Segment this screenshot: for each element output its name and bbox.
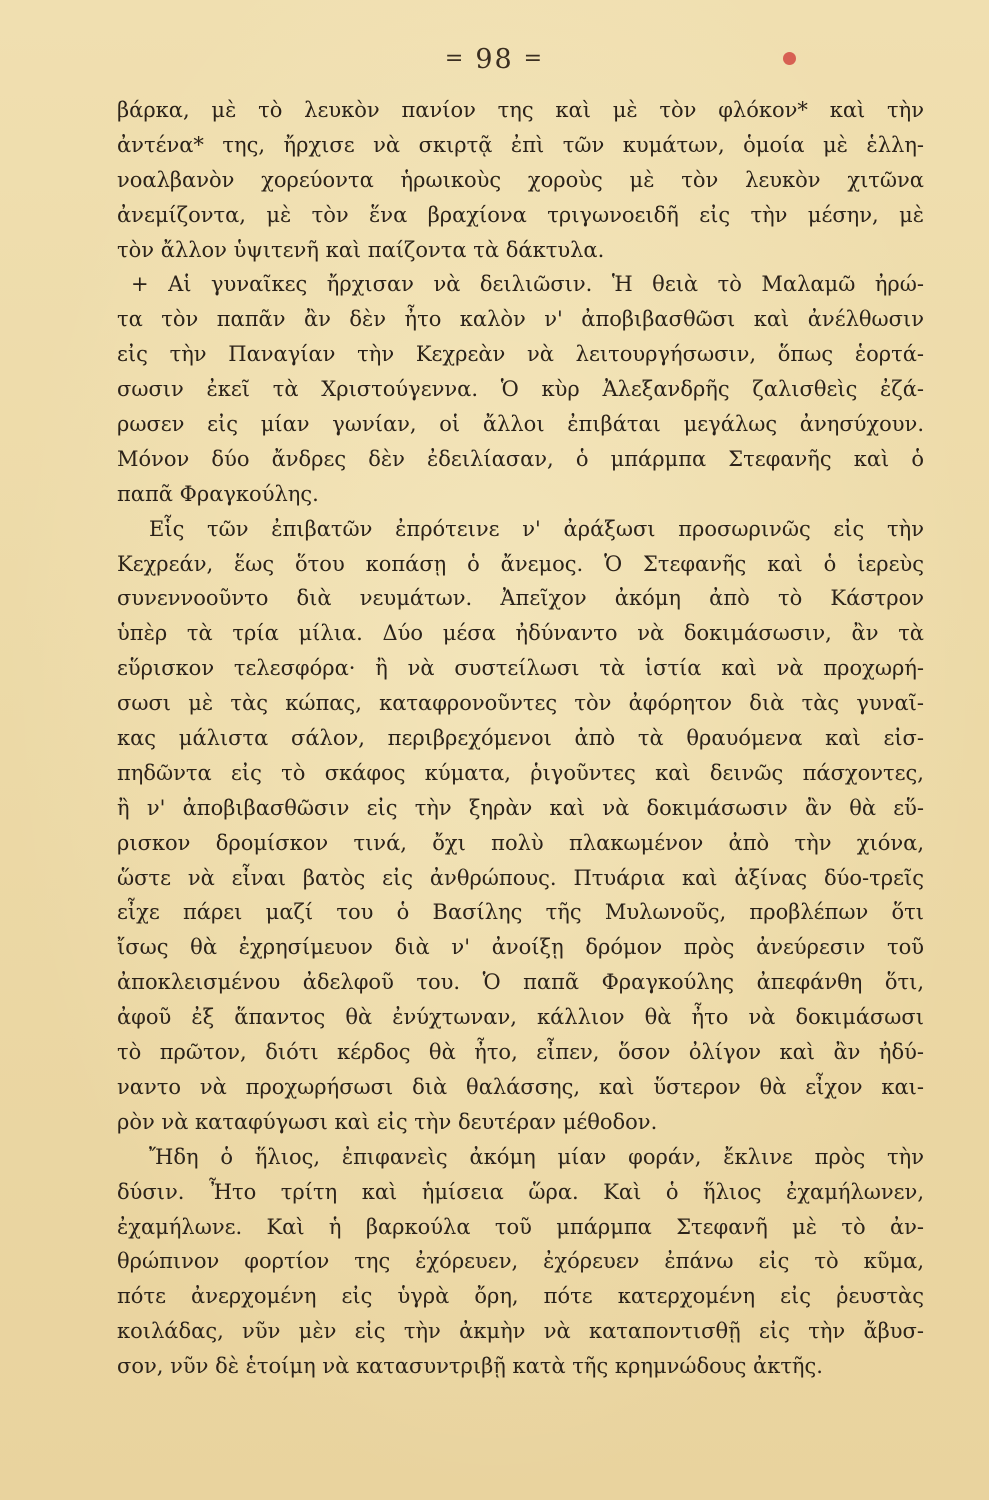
- text-line: τα τὸν παπᾶν ἂν δὲν ἦτο καλὸν ν' ἀποβιβασθῶσι καὶ ἀνέλθωσιν: [117, 307, 924, 332]
- text-line: ναντο νὰ προχωρήσωσι διὰ θαλάσσης, καὶ ὕστερον θὰ εἶχον και-: [117, 1074, 924, 1099]
- text-line: Ἤδη ὁ ἥλιος, ἐπιφανεὶς ἀκόμη μίαν φοράν, ἔκλινε πρὸς τὴν: [149, 1144, 924, 1169]
- text-line: τὸ πρῶτον, διότι κέρδος θὰ ἦτο, εἶπεν, ὅσον ὀλίγον καὶ ἂν ἠδύ-: [117, 1040, 924, 1065]
- page-number-dash-right: =: [523, 46, 545, 71]
- page-number-dash-left: =: [444, 46, 466, 71]
- text-line: ἴσως θὰ ἐχρησίμευον διὰ ν' ἀνοίξῃ δρόμον πρὸς ἀνεύρεσιν τοῦ: [117, 935, 924, 960]
- text-line: σωσι μὲ τὰς κώπας, καταφρονοῦντες τὸν ἀφόρητον διὰ τὰς γυναῖ-: [117, 691, 924, 716]
- text-line: ὥστε νὰ εἶναι βατὸς εἰς ἀνθρώπους. Πτυάρια καὶ ἀξίνας δύο-τρεῖς: [117, 865, 924, 890]
- text-line: νοαλβανὸν χορεύοντα ἡρωικοὺς χοροὺς μὲ τὸν λευκὸν χιτῶνα: [117, 167, 924, 192]
- text-line: ρωσεν εἰς μίαν γωνίαν, οἱ ἄλλοι ἐπιβάται μεγάλως ἀνησύχουν.: [117, 412, 924, 437]
- page-number-value: 98: [475, 44, 514, 75]
- text-line: παπᾶ Φραγκούλης.: [117, 481, 319, 506]
- text-line: θρώπινον φορτίον της ἐχόρευεν, ἐχόρευεν ἐπάνω εἰς τὸ κῦμα,: [117, 1249, 924, 1274]
- text-line: ρὸν νὰ καταφύγωσι καὶ εἰς τὴν δευτέραν μέθοδον.: [117, 1109, 658, 1134]
- text-line: ἀφοῦ ἐξ ἅπαντος θὰ ἐνύχτωναν, κάλλιον θὰ ἦτο νὰ δοκιμάσωσι: [117, 1005, 924, 1030]
- text-line: κας μάλιστα σάλον, περιβρεχόμενοι ἀπὸ τὰ θραυόμενα καὶ εἰσ-: [117, 726, 924, 751]
- text-line: εἶχε πάρει μαζί του ὁ Βασίλης τῆς Μυλωνοῦς, προβλέπων ὅτι: [117, 900, 924, 925]
- text-line: τὸν ἄλλον ὑψιτενῆ καὶ παίζοντα τὰ δάκτυλα.: [117, 237, 605, 262]
- text-line: ὑπὲρ τὰ τρία μίλια. Δύο μέσα ἠδύναντο νὰ δοκιμάσωσιν, ἂν τὰ: [117, 621, 924, 646]
- body-text: [117, 93, 924, 1384]
- text-line: δύσιν. Ἦτο τρίτη καὶ ἡμίσεια ὥρα. Καὶ ὁ ἥλιος ἐχαμήλωνεν,: [117, 1179, 924, 1204]
- text-line: σωσιν ἐκεῖ τὰ Χριστούγεννα. Ὁ κὺρ Ἀλεξανδρῆς ζαλισθεὶς ἐζά-: [117, 377, 924, 402]
- text-line: συνεννοοῦντο διὰ νευμάτων. Ἀπεῖχον ἀκόμη ἀπὸ τὸ Κάστρον: [117, 586, 924, 611]
- text-line: βάρκα, μὲ τὸ λευκὸν πανίον της καὶ μὲ τὸν φλόκον* καὶ τὴν: [117, 98, 924, 122]
- text-line: πότε ἀνερχομένη εἰς ὑγρὰ ὄρη, πότε κατερχομένη εἰς ῥευστὰς: [117, 1284, 924, 1309]
- text-line: ἢ ν' ἀποβιβασθῶσιν εἰς τὴν ξηρὰν καὶ νὰ δοκιμάσωσιν ἂν θὰ εὕ-: [117, 795, 924, 820]
- text-line: Εἷς τῶν ἐπιβατῶν ἐπρότεινε ν' ἀράξωσι προσωρινῶς εἰς τὴν: [149, 516, 924, 541]
- text-line: ἀνεμίζοντα, μὲ τὸν ἕνα βραχίονα τριγωνοειδῆ εἰς τὴν μέσην, μὲ: [117, 202, 924, 227]
- page-number: [0, 44, 989, 75]
- text-line: εἰς τὴν Παναγίαν τὴν Κεχρεὰν νὰ λειτουργήσωσιν, ὅπως ἑορτά-: [117, 342, 924, 367]
- text-line: Κεχρεάν, ἕως ὅτου κοπάσῃ ὁ ἄνεμος. Ὁ Στεφανῆς καὶ ὁ ἱερεὺς: [117, 551, 924, 576]
- text-line: ἀποκλεισμένου ἀδελφοῦ του. Ὁ παπᾶ Φραγκούλης ἀπεφάνθη ὅτι,: [117, 970, 924, 995]
- text-line: ἐχαμήλωνε. Καὶ ἡ βαρκούλα τοῦ μπάρμπα Στεφανῆ μὲ τὸ ἀν-: [117, 1214, 924, 1239]
- text-line: ρισκον δρομίσκον τινά, ὄχι πολὺ πλακωμένον ἀπὸ τὴν χιόνα,: [117, 830, 924, 855]
- text-line: σον, νῦν δὲ ἑτοίμη νὰ κατασυντριβῇ κατὰ τῆς κρημνώδους ἀκτῆς.: [117, 1354, 823, 1379]
- red-ink-spot: [783, 52, 796, 65]
- text-line: Μόνον δύο ἄνδρες δὲν ἐδειλίασαν, ὁ μπάρμπα Στεφανῆς καὶ ὁ: [117, 446, 924, 471]
- text-line: εὕρισκον τελεσφόρα· ἢ νὰ συστείλωσι τὰ ἱστία καὶ νὰ προχωρή-: [117, 656, 924, 681]
- text-line: πηδῶντα εἰς τὸ σκάφος κύματα, ῥιγοῦντες καὶ δεινῶς πάσχοντες,: [117, 760, 924, 785]
- text-line: κοιλάδας, νῦν μὲν εἰς τὴν ἀκμὴν νὰ καταποντισθῇ εἰς τὴν ἄβυσ-: [117, 1319, 924, 1344]
- text-line: ἀντένα* της, ἤρχισε νὰ σκιρτᾷ ἐπὶ τῶν κυμάτων, ὁμοία μὲ ἑλλη-: [117, 132, 924, 157]
- text-line: + Αἱ γυναῖκες ἤρχισαν νὰ δειλιῶσιν. Ἡ θειὰ τὸ Μαλαμῶ ἠρώ-: [131, 272, 924, 297]
